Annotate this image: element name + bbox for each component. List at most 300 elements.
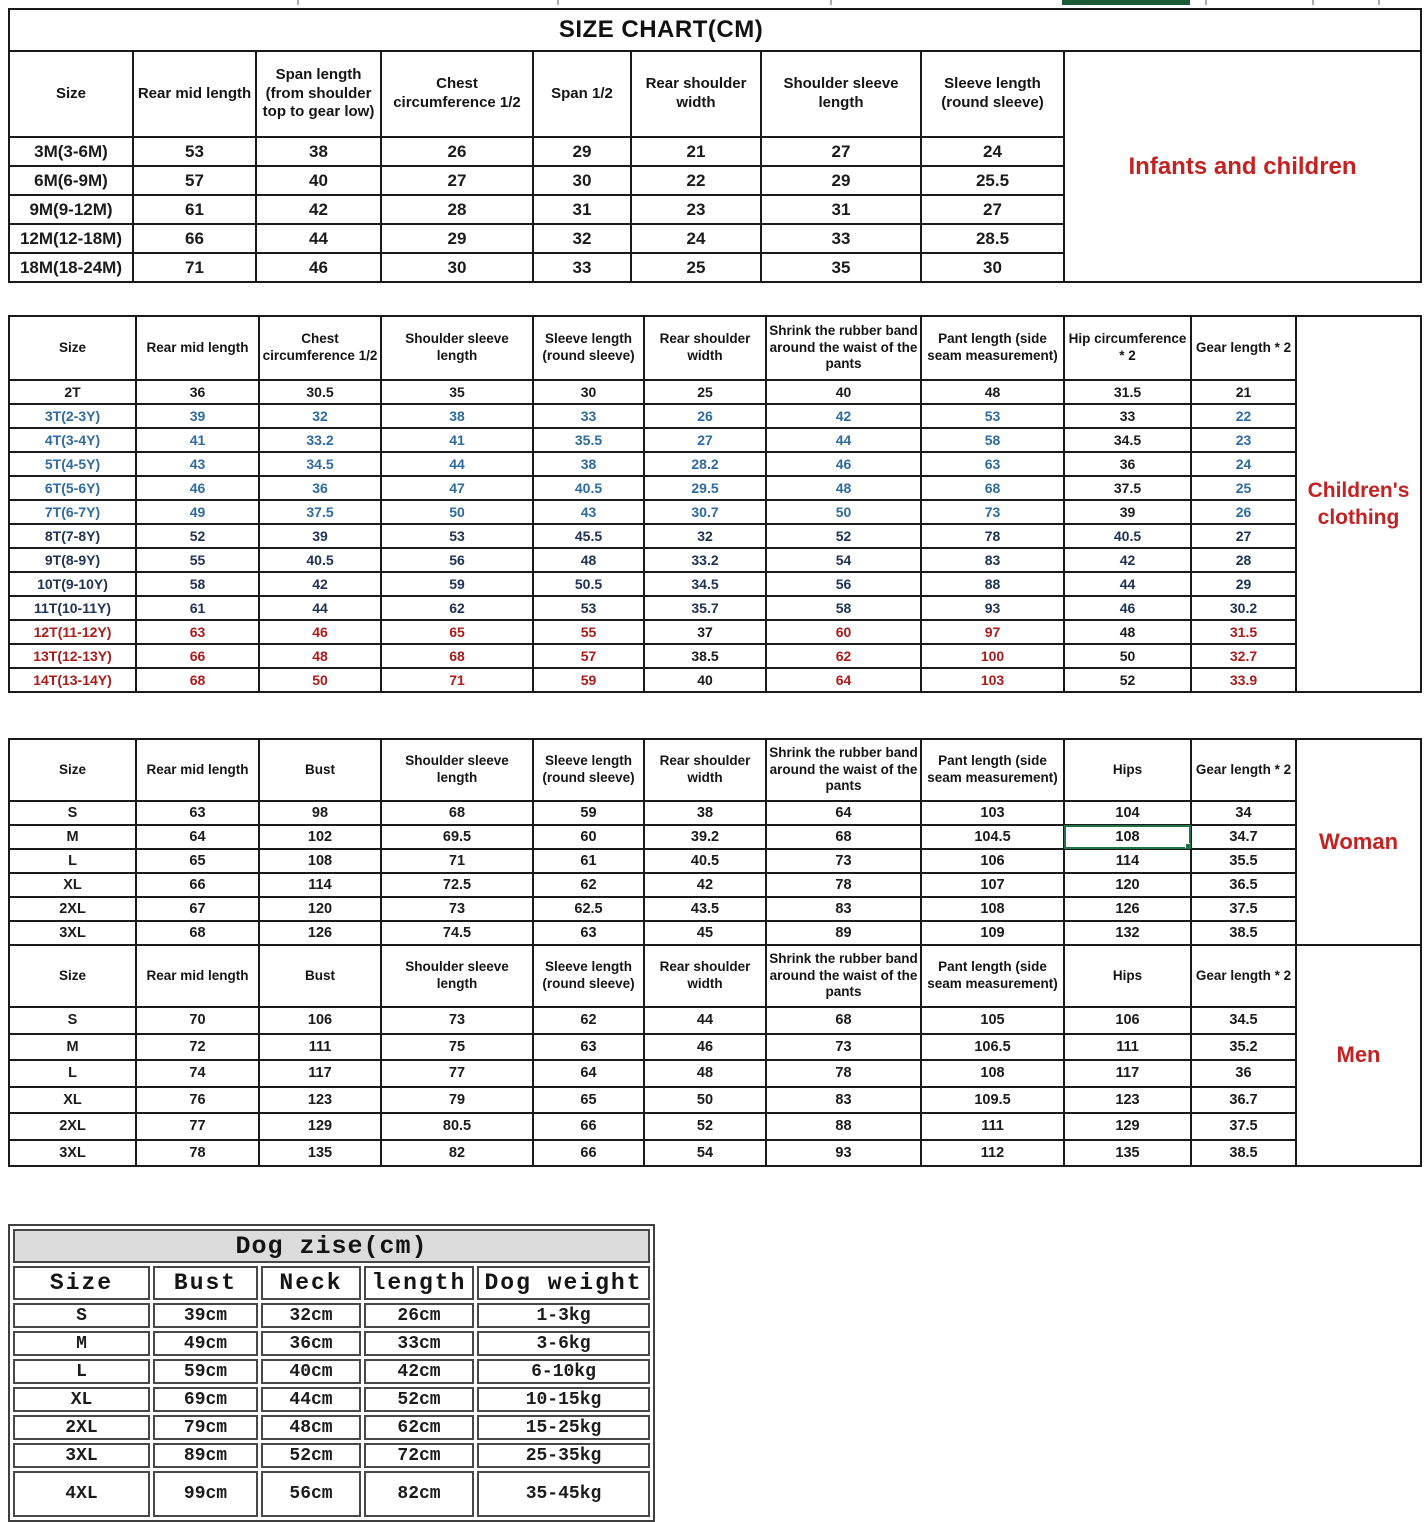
value-cell: 83 <box>921 548 1064 572</box>
value-cell: 29.5 <box>644 476 766 500</box>
table-row <box>9 1060 1421 1087</box>
value-cell: 63 <box>533 921 644 945</box>
value-cell: 26 <box>1191 500 1296 524</box>
value-cell: 39 <box>136 404 259 428</box>
value-cell: 112 <box>921 1140 1064 1167</box>
value-cell: 89 <box>766 921 921 945</box>
column-header: Rear shoulder width <box>644 316 766 380</box>
value-cell: 25 <box>1191 476 1296 500</box>
value-cell: 52cm <box>364 1387 474 1412</box>
column-header: Size <box>13 1266 150 1300</box>
value-cell: 44 <box>644 1007 766 1034</box>
value-cell: 47 <box>381 476 533 500</box>
column-header: Gear length * 2 <box>1191 945 1296 1007</box>
value-cell: 32 <box>533 224 631 253</box>
value-cell: 54 <box>644 1140 766 1167</box>
column-header: Sleeve length (round sleeve) <box>533 739 644 801</box>
value-cell: 33 <box>761 224 921 253</box>
size-cell: XL <box>9 873 136 897</box>
value-cell: 34.7 <box>1191 825 1296 849</box>
value-cell: 77 <box>381 1060 533 1087</box>
value-cell: 76 <box>136 1087 259 1114</box>
table-row <box>9 1087 1421 1114</box>
woman-men-size-table <box>8 738 1422 1167</box>
value-cell: 30 <box>533 166 631 195</box>
value-cell: 97 <box>921 620 1064 644</box>
table-row <box>9 572 1421 596</box>
value-cell: 24 <box>1191 452 1296 476</box>
value-cell: 48cm <box>261 1415 361 1440</box>
value-cell: 73 <box>381 1007 533 1034</box>
value-cell: 48 <box>259 644 381 668</box>
value-cell: 83 <box>766 897 921 921</box>
size-cell: 12M(12-18M) <box>9 224 133 253</box>
column-header: Size <box>9 316 136 380</box>
table-row <box>13 1331 650 1356</box>
value-cell: 117 <box>259 1060 381 1087</box>
value-cell: 32 <box>259 404 381 428</box>
value-cell: 37.5 <box>1064 476 1191 500</box>
size-cell: 12T(11-12Y) <box>9 620 136 644</box>
value-cell: 27 <box>644 428 766 452</box>
value-cell: 31 <box>533 195 631 224</box>
value-cell: 111 <box>921 1113 1064 1140</box>
value-cell: 42 <box>766 404 921 428</box>
group-label: Infants and children <box>1064 51 1421 282</box>
value-cell: 126 <box>259 921 381 945</box>
size-cell: L <box>9 849 136 873</box>
value-cell: 88 <box>766 1113 921 1140</box>
value-cell: 63 <box>136 801 259 825</box>
value-cell: 32 <box>644 524 766 548</box>
table-row <box>13 1443 650 1468</box>
size-cell: M <box>9 1034 136 1061</box>
value-cell: 34.5 <box>1191 1007 1296 1034</box>
value-cell: 64 <box>533 1060 644 1087</box>
value-cell: 44cm <box>261 1387 361 1412</box>
value-cell: 111 <box>1064 1034 1191 1061</box>
value-cell: 29 <box>761 166 921 195</box>
value-cell: 103 <box>921 668 1064 692</box>
value-cell: 109.5 <box>921 1087 1064 1114</box>
value-cell: 34.5 <box>644 572 766 596</box>
value-cell: 111 <box>259 1034 381 1061</box>
value-cell: 22 <box>631 166 761 195</box>
value-cell: 108 <box>921 897 1064 921</box>
value-cell: 66 <box>136 873 259 897</box>
column-header: Rear shoulder width <box>631 51 761 137</box>
value-cell: 54 <box>766 548 921 572</box>
value-cell: 74 <box>136 1060 259 1087</box>
value-cell: 38.5 <box>1191 1140 1296 1167</box>
column-header: Bust <box>259 945 381 1007</box>
gridline-tick <box>830 0 832 5</box>
value-cell: 42 <box>259 572 381 596</box>
value-cell: 68 <box>766 1007 921 1034</box>
selected-value-cell: 108 <box>1064 825 1191 849</box>
value-cell: 72.5 <box>381 873 533 897</box>
column-header: Rear shoulder width <box>644 739 766 801</box>
size-cell: 4XL <box>13 1471 150 1517</box>
value-cell: 78 <box>766 873 921 897</box>
value-cell: 33.9 <box>1191 668 1296 692</box>
size-cell: 10T(9-10Y) <box>9 572 136 596</box>
value-cell: 53 <box>381 524 533 548</box>
value-cell: 35 <box>381 380 533 404</box>
value-cell: 59cm <box>153 1359 258 1384</box>
value-cell: 102 <box>259 825 381 849</box>
value-cell: 104.5 <box>921 825 1064 849</box>
column-header: Sleeve length (round sleeve) <box>921 51 1064 137</box>
table-row <box>9 548 1421 572</box>
value-cell: 28.2 <box>644 452 766 476</box>
table-row <box>9 897 1421 921</box>
value-cell: 40.5 <box>259 548 381 572</box>
table-row <box>9 500 1421 524</box>
children-size-table <box>8 315 1422 693</box>
value-cell: 56 <box>766 572 921 596</box>
gridline-tick <box>1205 0 1207 5</box>
value-cell: 135 <box>1064 1140 1191 1167</box>
value-cell: 108 <box>259 849 381 873</box>
dog-size-table <box>8 1224 655 1522</box>
value-cell: 15-25kg <box>477 1415 650 1440</box>
table-row <box>9 801 1421 825</box>
value-cell: 52cm <box>261 1443 361 1468</box>
value-cell: 79 <box>381 1087 533 1114</box>
table-row <box>9 849 1421 873</box>
value-cell: 62 <box>766 644 921 668</box>
group-label: Children's clothing <box>1296 316 1421 692</box>
table-row <box>9 476 1421 500</box>
value-cell: 23 <box>1191 428 1296 452</box>
size-cell: 6M(6-9M) <box>9 166 133 195</box>
column-header: Span 1/2 <box>533 51 631 137</box>
value-cell: 35 <box>761 253 921 282</box>
value-cell: 29 <box>381 224 533 253</box>
value-cell: 42cm <box>364 1359 474 1384</box>
value-cell: 59 <box>381 572 533 596</box>
column-header: Span length (from shoulder top to gear low) <box>256 51 381 137</box>
size-cell: M <box>13 1331 150 1356</box>
value-cell: 3-6kg <box>477 1331 650 1356</box>
value-cell: 71 <box>381 849 533 873</box>
size-cell: S <box>9 801 136 825</box>
value-cell: 38 <box>381 404 533 428</box>
table-row <box>9 921 1421 945</box>
column-header: Pant length (side seam measurement) <box>921 316 1064 380</box>
value-cell: 100 <box>921 644 1064 668</box>
value-cell: 53 <box>921 404 1064 428</box>
value-cell: 73 <box>766 849 921 873</box>
table-row <box>9 668 1421 692</box>
value-cell: 61 <box>533 849 644 873</box>
size-cell: XL <box>9 1087 136 1114</box>
value-cell: 73 <box>921 500 1064 524</box>
table-row <box>9 644 1421 668</box>
size-cell: 9T(8-9Y) <box>9 548 136 572</box>
value-cell: 68 <box>381 801 533 825</box>
value-cell: 43 <box>533 500 644 524</box>
value-cell: 33 <box>1064 404 1191 428</box>
value-cell: 129 <box>1064 1113 1191 1140</box>
value-cell: 35.7 <box>644 596 766 620</box>
column-header: Rear mid length <box>136 945 259 1007</box>
value-cell: 60 <box>533 825 644 849</box>
value-cell: 50 <box>259 668 381 692</box>
value-cell: 42 <box>644 873 766 897</box>
column-header: Rear shoulder width <box>644 945 766 1007</box>
value-cell: 28 <box>1191 548 1296 572</box>
value-cell: 40.5 <box>1064 524 1191 548</box>
table-row <box>9 596 1421 620</box>
value-cell: 40 <box>644 668 766 692</box>
value-cell: 36cm <box>261 1331 361 1356</box>
gridline-tick <box>1312 0 1314 5</box>
value-cell: 40.5 <box>533 476 644 500</box>
value-cell: 99cm <box>153 1471 258 1517</box>
value-cell: 73 <box>381 897 533 921</box>
value-cell: 30 <box>921 253 1064 282</box>
value-cell: 60 <box>766 620 921 644</box>
value-cell: 46 <box>256 253 381 282</box>
value-cell: 38.5 <box>1191 921 1296 945</box>
column-header: Neck <box>261 1266 361 1300</box>
value-cell: 45 <box>644 921 766 945</box>
value-cell: 27 <box>1191 524 1296 548</box>
value-cell: 120 <box>259 897 381 921</box>
value-cell: 33 <box>533 404 644 428</box>
value-cell: 25 <box>631 253 761 282</box>
column-header: Shoulder sleeve length <box>381 316 533 380</box>
value-cell: 36.5 <box>1191 873 1296 897</box>
value-cell: 44 <box>256 224 381 253</box>
value-cell: 106.5 <box>921 1034 1064 1061</box>
column-header: Shrink the rubber band around the waist of the pants <box>766 945 921 1007</box>
table-row <box>13 1471 650 1517</box>
column-header: Size <box>9 945 136 1007</box>
column-header: Size <box>9 739 136 801</box>
value-cell: 44 <box>259 596 381 620</box>
size-cell: 13T(12-13Y) <box>9 644 136 668</box>
value-cell: 38 <box>533 452 644 476</box>
value-cell: 62 <box>533 1007 644 1034</box>
value-cell: 61 <box>133 195 256 224</box>
dog-size-table-container <box>8 1224 643 1522</box>
value-cell: 50.5 <box>533 572 644 596</box>
column-header: Chest circumference 1/2 <box>259 316 381 380</box>
size-cell: S <box>9 1007 136 1034</box>
column-header: Shrink the rubber band around the waist of the pants <box>766 316 921 380</box>
highlighted-column-bar <box>1062 0 1190 5</box>
value-cell: 21 <box>631 137 761 166</box>
value-cell: 71 <box>381 668 533 692</box>
value-cell: 106 <box>921 849 1064 873</box>
value-cell: 35.2 <box>1191 1034 1296 1061</box>
value-cell: 29 <box>1191 572 1296 596</box>
value-cell: 106 <box>1064 1007 1191 1034</box>
value-cell: 66 <box>533 1113 644 1140</box>
value-cell: 45.5 <box>533 524 644 548</box>
size-cell: 2XL <box>9 1113 136 1140</box>
value-cell: 50 <box>766 500 921 524</box>
value-cell: 31.5 <box>1064 380 1191 404</box>
value-cell: 28.5 <box>921 224 1064 253</box>
value-cell: 33cm <box>364 1331 474 1356</box>
value-cell: 30.7 <box>644 500 766 524</box>
table-row <box>9 1113 1421 1140</box>
value-cell: 41 <box>381 428 533 452</box>
value-cell: 98 <box>259 801 381 825</box>
size-cell: XL <box>13 1387 150 1412</box>
value-cell: 65 <box>533 1087 644 1114</box>
column-header: Pant length (side seam measurement) <box>921 945 1064 1007</box>
size-cell: 8T(7-8Y) <box>9 524 136 548</box>
column-header: Hip circumference * 2 <box>1064 316 1191 380</box>
value-cell: 114 <box>259 873 381 897</box>
size-cell: 14T(13-14Y) <box>9 668 136 692</box>
value-cell: 132 <box>1064 921 1191 945</box>
column-header: Shoulder sleeve length <box>381 945 533 1007</box>
value-cell: 40.5 <box>644 849 766 873</box>
value-cell: 83 <box>766 1087 921 1114</box>
value-cell: 34 <box>1191 801 1296 825</box>
value-cell: 58 <box>766 596 921 620</box>
value-cell: 78 <box>921 524 1064 548</box>
size-cell: 2XL <box>9 897 136 921</box>
value-cell: 30 <box>533 380 644 404</box>
value-cell: 52 <box>1064 668 1191 692</box>
value-cell: 62.5 <box>533 897 644 921</box>
value-cell: 78 <box>136 1140 259 1167</box>
value-cell: 66 <box>136 644 259 668</box>
value-cell: 29 <box>533 137 631 166</box>
woman-men-size-table-container <box>8 738 1420 1167</box>
column-header: Gear length * 2 <box>1191 739 1296 801</box>
value-cell: 82 <box>381 1140 533 1167</box>
size-cell: M <box>9 825 136 849</box>
value-cell: 35.5 <box>1191 849 1296 873</box>
table-row <box>9 620 1421 644</box>
column-header: Bust <box>153 1266 258 1300</box>
value-cell: 68 <box>766 825 921 849</box>
table-row <box>9 1007 1421 1034</box>
value-cell: 88 <box>921 572 1064 596</box>
value-cell: 70 <box>136 1007 259 1034</box>
value-cell: 68 <box>921 476 1064 500</box>
size-cell: S <box>13 1303 150 1328</box>
value-cell: 43 <box>136 452 259 476</box>
value-cell: 33.2 <box>259 428 381 452</box>
value-cell: 27 <box>761 137 921 166</box>
value-cell: 58 <box>921 428 1064 452</box>
value-cell: 57 <box>133 166 256 195</box>
value-cell: 39.2 <box>644 825 766 849</box>
value-cell: 72 <box>136 1034 259 1061</box>
value-cell: 25-35kg <box>477 1443 650 1468</box>
value-cell: 49 <box>136 500 259 524</box>
value-cell: 36 <box>1064 452 1191 476</box>
value-cell: 36 <box>1191 1060 1296 1087</box>
value-cell: 35.5 <box>533 428 644 452</box>
value-cell: 93 <box>766 1140 921 1167</box>
value-cell: 64 <box>766 668 921 692</box>
children-size-table-container <box>8 315 1420 693</box>
column-header: Hips <box>1064 945 1191 1007</box>
value-cell: 79cm <box>153 1415 258 1440</box>
value-cell: 48 <box>533 548 644 572</box>
value-cell: 1-3kg <box>477 1303 650 1328</box>
value-cell: 26cm <box>364 1303 474 1328</box>
value-cell: 65 <box>136 849 259 873</box>
group-label: Woman <box>1296 739 1421 945</box>
value-cell: 40 <box>256 166 381 195</box>
value-cell: 31 <box>761 195 921 224</box>
value-cell: 89cm <box>153 1443 258 1468</box>
value-cell: 59 <box>533 801 644 825</box>
column-header: Sleeve length (round sleeve) <box>533 316 644 380</box>
value-cell: 75 <box>381 1034 533 1061</box>
value-cell: 10-15kg <box>477 1387 650 1412</box>
size-cell: 5T(4-5Y) <box>9 452 136 476</box>
value-cell: 58 <box>136 572 259 596</box>
value-cell: 50 <box>644 1087 766 1114</box>
value-cell: 104 <box>1064 801 1191 825</box>
infants-size-table-container <box>8 8 1420 283</box>
size-cell: 2XL <box>13 1415 150 1440</box>
value-cell: 50 <box>381 500 533 524</box>
size-cell: 3T(2-3Y) <box>9 404 136 428</box>
value-cell: 80.5 <box>381 1113 533 1140</box>
value-cell: 107 <box>921 873 1064 897</box>
value-cell: 49cm <box>153 1331 258 1356</box>
value-cell: 28 <box>381 195 533 224</box>
size-cell: L <box>13 1359 150 1384</box>
value-cell: 33 <box>533 253 631 282</box>
value-cell: 48 <box>644 1060 766 1087</box>
value-cell: 64 <box>766 801 921 825</box>
table-row <box>9 873 1421 897</box>
value-cell: 39 <box>259 524 381 548</box>
value-cell: 34.5 <box>259 452 381 476</box>
value-cell: 78 <box>766 1060 921 1087</box>
column-header: Size <box>9 51 133 137</box>
value-cell: 71 <box>133 253 256 282</box>
value-cell: 73 <box>766 1034 921 1061</box>
value-cell: 126 <box>1064 897 1191 921</box>
size-cell: 3XL <box>9 921 136 945</box>
table-row <box>13 1303 650 1328</box>
value-cell: 50 <box>1064 644 1191 668</box>
size-cell: L <box>9 1060 136 1087</box>
gridline-tick <box>557 0 559 5</box>
value-cell: 65 <box>381 620 533 644</box>
size-cell: 9M(9-12M) <box>9 195 133 224</box>
value-cell: 36.7 <box>1191 1087 1296 1114</box>
value-cell: 62cm <box>364 1415 474 1440</box>
value-cell: 66 <box>533 1140 644 1167</box>
table-row <box>9 825 1421 849</box>
table-row <box>9 404 1421 428</box>
value-cell: 32cm <box>261 1303 361 1328</box>
value-cell: 52 <box>644 1113 766 1140</box>
value-cell: 46 <box>766 452 921 476</box>
value-cell: 37.5 <box>1191 897 1296 921</box>
value-cell: 25 <box>644 380 766 404</box>
value-cell: 37.5 <box>1191 1113 1296 1140</box>
table-row <box>13 1387 650 1412</box>
value-cell: 46 <box>259 620 381 644</box>
